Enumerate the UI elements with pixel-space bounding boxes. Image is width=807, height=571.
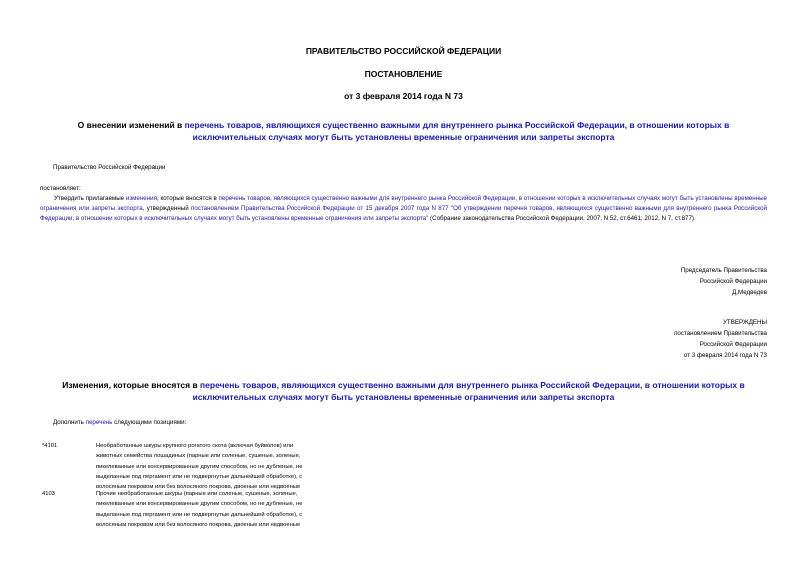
document-date-number: от 3 февраля 2014 года N 73 [344,91,463,101]
position-line: животных семейства лошадиных (парные или соленые, сушеные, золеные, [96,453,301,460]
signature-block [681,265,767,298]
resolution-paragraph [40,194,767,224]
p1-text-a: Утвердить прилагаемые [54,195,126,202]
issuing-body: Правительство Российской Федерации [53,164,166,171]
supplement-text-b: следующими позициями: [112,419,187,426]
position-line: выделанные под пергамент или не подвергнутые дальнейшей обработке), с [96,473,303,480]
supplement-line [53,418,186,428]
signature-position-1: Председатель Правительства [680,267,767,274]
position-line: Прочие необработанные шкуры (парные или соленые, сушеные, золеные, [96,491,298,497]
signature-name: Д.Медведев [732,289,767,296]
document-title [52,119,755,143]
supplement-list-link[interactable]: перечень [85,419,113,426]
position-description [96,441,346,492]
changes-list-link[interactable]: перечень товаров, являющихся существенно важными для внутреннего рынка Российской Федерации, в отношении которых в исключительных случаях могут быть установлены временные ограничения или запреты экспорта [192,380,745,402]
signature-position-2: Российской Федерации [699,278,767,285]
approval-line-4: от 3 февраля 2014 года N 73 [683,352,767,359]
approval-line-2: постановлением Правительства [674,330,767,337]
position-description [96,489,346,530]
position-line: волосяным покровом или без волосяного покрова, двоеные или недвоеные [96,521,301,528]
p1-text-c: , утвержденный [142,205,192,212]
position-code: *4101 [42,443,58,449]
p1-text-b: , которые вносятся в [156,195,219,202]
decrees-label: постановляет: [40,185,81,192]
position-line: пикелеванные или консервированные другим способом, но не дубленые, не [96,463,303,470]
changes-link[interactable]: изменения [125,195,157,202]
goods-list-link[interactable]: перечень товаров, являющихся существенно важными для внутреннего рынка Российской Федерации, в отношении которых в исключительных случаях могут быть установлены временные ограничения или запреты экспорта [40,195,767,212]
approval-block [674,317,767,361]
p1-text-d: (Собрание законодательства Российской Федерации, 2007, N 52, ст.6461; 2012, N 7, ст.877). [428,215,696,222]
position-code: 4103 [42,491,55,497]
changes-prefix: Изменения, которые вносятся в [62,380,201,390]
title-prefix: О внесении изменений в [77,120,185,130]
supplement-text-a: Дополнить [53,419,86,426]
government-heading: ПРАВИТЕЛЬСТВО РОССИЙСКОЙ ФЕДЕРАЦИИ [305,46,502,56]
position-line: пикелеванные или консервированные другим способом, но не дубленые, не [96,501,303,508]
document-type: ПОСТАНОВЛЕНИЕ [364,69,443,79]
changes-heading [40,379,767,403]
position-line: волосяным покровом или без волосяного покрова, двоеные или недвоеные [96,484,301,491]
position-line: Необработанные шкуры крупного рогатого скота (включая буйволов) или [96,443,294,449]
approval-line-1: УТВЕРЖДЕНЫ [723,319,767,326]
title-list-link[interactable]: перечень товаров, являющихся существенно важными для внутреннего рынка Российской Федерации, в отношении которых в исключительных случаях могут быть установлены временные ограничения или запреты экспорта [184,120,730,142]
approval-line-3: Российской Федерации [699,341,767,348]
resolution-877-link[interactable]: постановлением Правительства Российской Федерации от 15 декабря 2007 года N 877 "Об утверждении перечня товаров, являющихся существенно важными для внутреннего рынка Российской Федерации, в отношении которых в исключительных случаях могут быть установлены временные ограничения или запреты экспорта" [40,205,767,222]
position-line: выделанные под пергамент или не подвергнутые дальнейшей обработке), с [96,511,303,518]
